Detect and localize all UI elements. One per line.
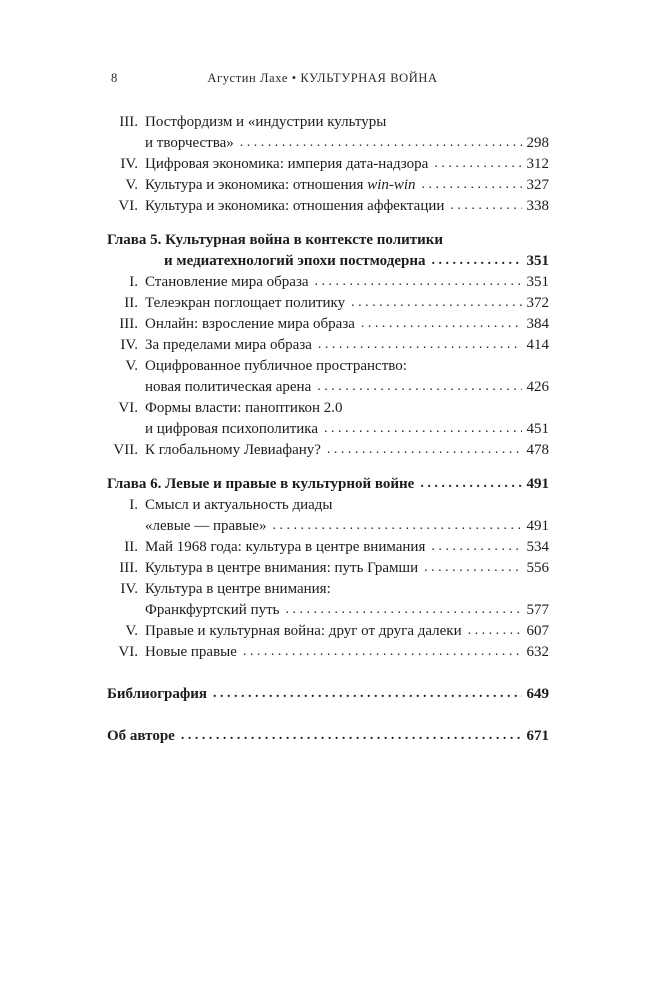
toc-entry-numeral: IV. [120, 156, 138, 172]
toc-entry-text: Становление мира образа [145, 274, 309, 290]
toc-entry-text: Культура в центре внимания: [145, 581, 331, 597]
toc-entry-text: Смысл и актуальность диады [145, 497, 333, 513]
toc-entry-page-number: 491 [526, 518, 549, 534]
dot-leader [243, 641, 522, 662]
toc-entry-page-number: 478 [526, 442, 549, 458]
toc-item-entry [107, 314, 549, 335]
toc-entry-text: новая политическая арена [145, 379, 312, 395]
toc-item-entry [107, 621, 549, 642]
toc-entry-page-number: 649 [526, 686, 549, 702]
running-title: Агустин Лахе • КУЛЬТУРНАЯ ВОЙНА [207, 71, 438, 85]
toc-item-entry [107, 537, 549, 558]
toc-item-entry [107, 440, 549, 461]
toc-list [107, 112, 549, 747]
toc-entry-numeral: II. [124, 295, 138, 311]
toc-item-entry [107, 112, 549, 154]
dot-leader [213, 683, 522, 704]
toc-backmatter-entry [107, 726, 549, 747]
toc-entry-text: Культура и экономика: отношения аффектации [145, 198, 445, 214]
toc-entry-numeral: IV. [120, 581, 138, 597]
toc-entry-text-italic: win-win [367, 177, 416, 193]
toc-entry-page-number: 426 [526, 379, 549, 395]
toc-entry-numeral: VI. [118, 644, 138, 660]
toc-entry-numeral: III. [119, 114, 138, 130]
dot-leader [272, 515, 522, 536]
toc-chapter-entry [107, 230, 549, 272]
toc-entry-text: Новые правые [145, 644, 237, 660]
dot-leader [361, 313, 522, 334]
toc-entry-text: Франкфуртский путь [145, 602, 280, 618]
dot-leader [424, 557, 522, 578]
dot-leader [422, 174, 522, 195]
toc-entry-page-number: 351 [526, 253, 549, 269]
toc-backmatter-entry [107, 684, 549, 705]
toc-item-entry [107, 642, 549, 663]
toc-entry-numeral: V. [125, 358, 138, 374]
toc-entry-page-number: 671 [526, 728, 549, 744]
toc-entry-page-number: 491 [526, 476, 549, 492]
toc-entry-text: Цифровая экономика: империя дата-надзора [145, 156, 429, 172]
toc-item-entry [107, 196, 549, 217]
toc-entry-numeral: V. [125, 623, 138, 639]
toc-entry-text: Май 1968 года: культура в центре внимания [145, 539, 426, 555]
dot-leader [315, 271, 522, 292]
toc-entry-numeral: II. [124, 539, 138, 555]
toc-entry-text: Культура и экономика: отношения win-win [145, 177, 416, 193]
toc-entry-text: «левые — правые» [145, 518, 267, 534]
toc-entry-page-number: 632 [526, 644, 549, 660]
toc-item-entry [107, 154, 549, 175]
toc-entry-text: За пределами мира образа [145, 337, 312, 353]
toc-entry-numeral: III. [119, 316, 138, 332]
toc-item-entry [107, 398, 549, 440]
toc-entry-text: и творчества» [145, 135, 234, 151]
toc-entry-page-number: 556 [526, 560, 549, 576]
toc-entry-page-number: 384 [526, 316, 549, 332]
toc-entry-text: Телеэкран поглощает политику [145, 295, 346, 311]
dot-leader [434, 153, 522, 174]
toc-entry-text: Оцифрованное публичное пространство: [145, 358, 407, 374]
toc-entry-page-number: 351 [526, 274, 549, 290]
toc-entry-page-number: 298 [526, 135, 549, 151]
toc-entry-text: К глобальному Левиафану? [145, 442, 321, 458]
toc-entry-numeral: V. [125, 177, 138, 193]
dot-leader [286, 599, 522, 620]
toc-entry-text: и цифровая психополитика [145, 421, 319, 437]
toc-entry-page-number: 312 [526, 156, 549, 172]
toc-entry-numeral: I. [129, 497, 138, 513]
dot-leader [351, 292, 522, 313]
toc-entry-numeral: IV. [120, 337, 138, 353]
toc-entry-numeral: VI. [118, 198, 138, 214]
dot-leader [450, 195, 522, 216]
toc-chapter-entry [107, 474, 549, 495]
toc-item-entry [107, 356, 549, 398]
toc-entry-text: Глава 5. Культурная война в контексте политики [107, 232, 444, 248]
toc-entry-page-number: 577 [526, 602, 549, 618]
toc-entry-text: Правые и культурная война: друг от друга далеки [145, 623, 462, 639]
toc-entry-text: и медиатехнологий эпохи постмодерна [164, 253, 426, 269]
dot-leader [327, 439, 522, 460]
toc-entry-text: Онлайн: взросление мира образа [145, 316, 355, 332]
toc-entry-text: Библиография [107, 686, 208, 702]
toc-item-entry [107, 558, 549, 579]
toc-item-entry [107, 272, 549, 293]
toc-item-entry [107, 579, 549, 621]
dot-leader [181, 725, 522, 746]
page-number: 8 [111, 71, 118, 85]
dot-leader [431, 536, 522, 557]
toc-item-entry [107, 175, 549, 196]
dot-leader [318, 334, 522, 355]
dot-leader [431, 250, 522, 271]
page-header [0, 71, 645, 91]
toc-entry-page-number: 534 [526, 539, 549, 555]
dot-leader [317, 376, 522, 397]
dot-leader [324, 418, 522, 439]
toc-item-entry [107, 293, 549, 314]
toc-entry-numeral: III. [119, 560, 138, 576]
toc-item-entry [107, 335, 549, 356]
toc-item-entry [107, 495, 549, 537]
toc-entry-text: Постфордизм и «индустрии культуры [145, 114, 387, 130]
toc-entry-numeral: I. [129, 274, 138, 290]
toc-entry-text: Об авторе [107, 728, 175, 744]
toc-entry-page-number: 607 [526, 623, 549, 639]
dot-leader [420, 473, 522, 494]
toc-entry-text: Формы власти: паноптикон 2.0 [145, 400, 343, 416]
toc-entry-text: Культура в центре внимания: путь Грамши [145, 560, 419, 576]
dot-leader [468, 620, 522, 641]
toc-entry-numeral: VII. [113, 442, 138, 458]
toc-entry-text: Глава 6. Левые и правые в культурной войне [107, 476, 415, 492]
toc-entry-page-number: 327 [526, 177, 549, 193]
toc-entry-page-number: 338 [526, 198, 549, 214]
toc-entry-page-number: 451 [526, 421, 549, 437]
dot-leader [240, 132, 522, 153]
toc-entry-numeral: VI. [118, 400, 138, 416]
toc-entry-page-number: 414 [526, 337, 549, 353]
toc-entry-page-number: 372 [526, 295, 549, 311]
